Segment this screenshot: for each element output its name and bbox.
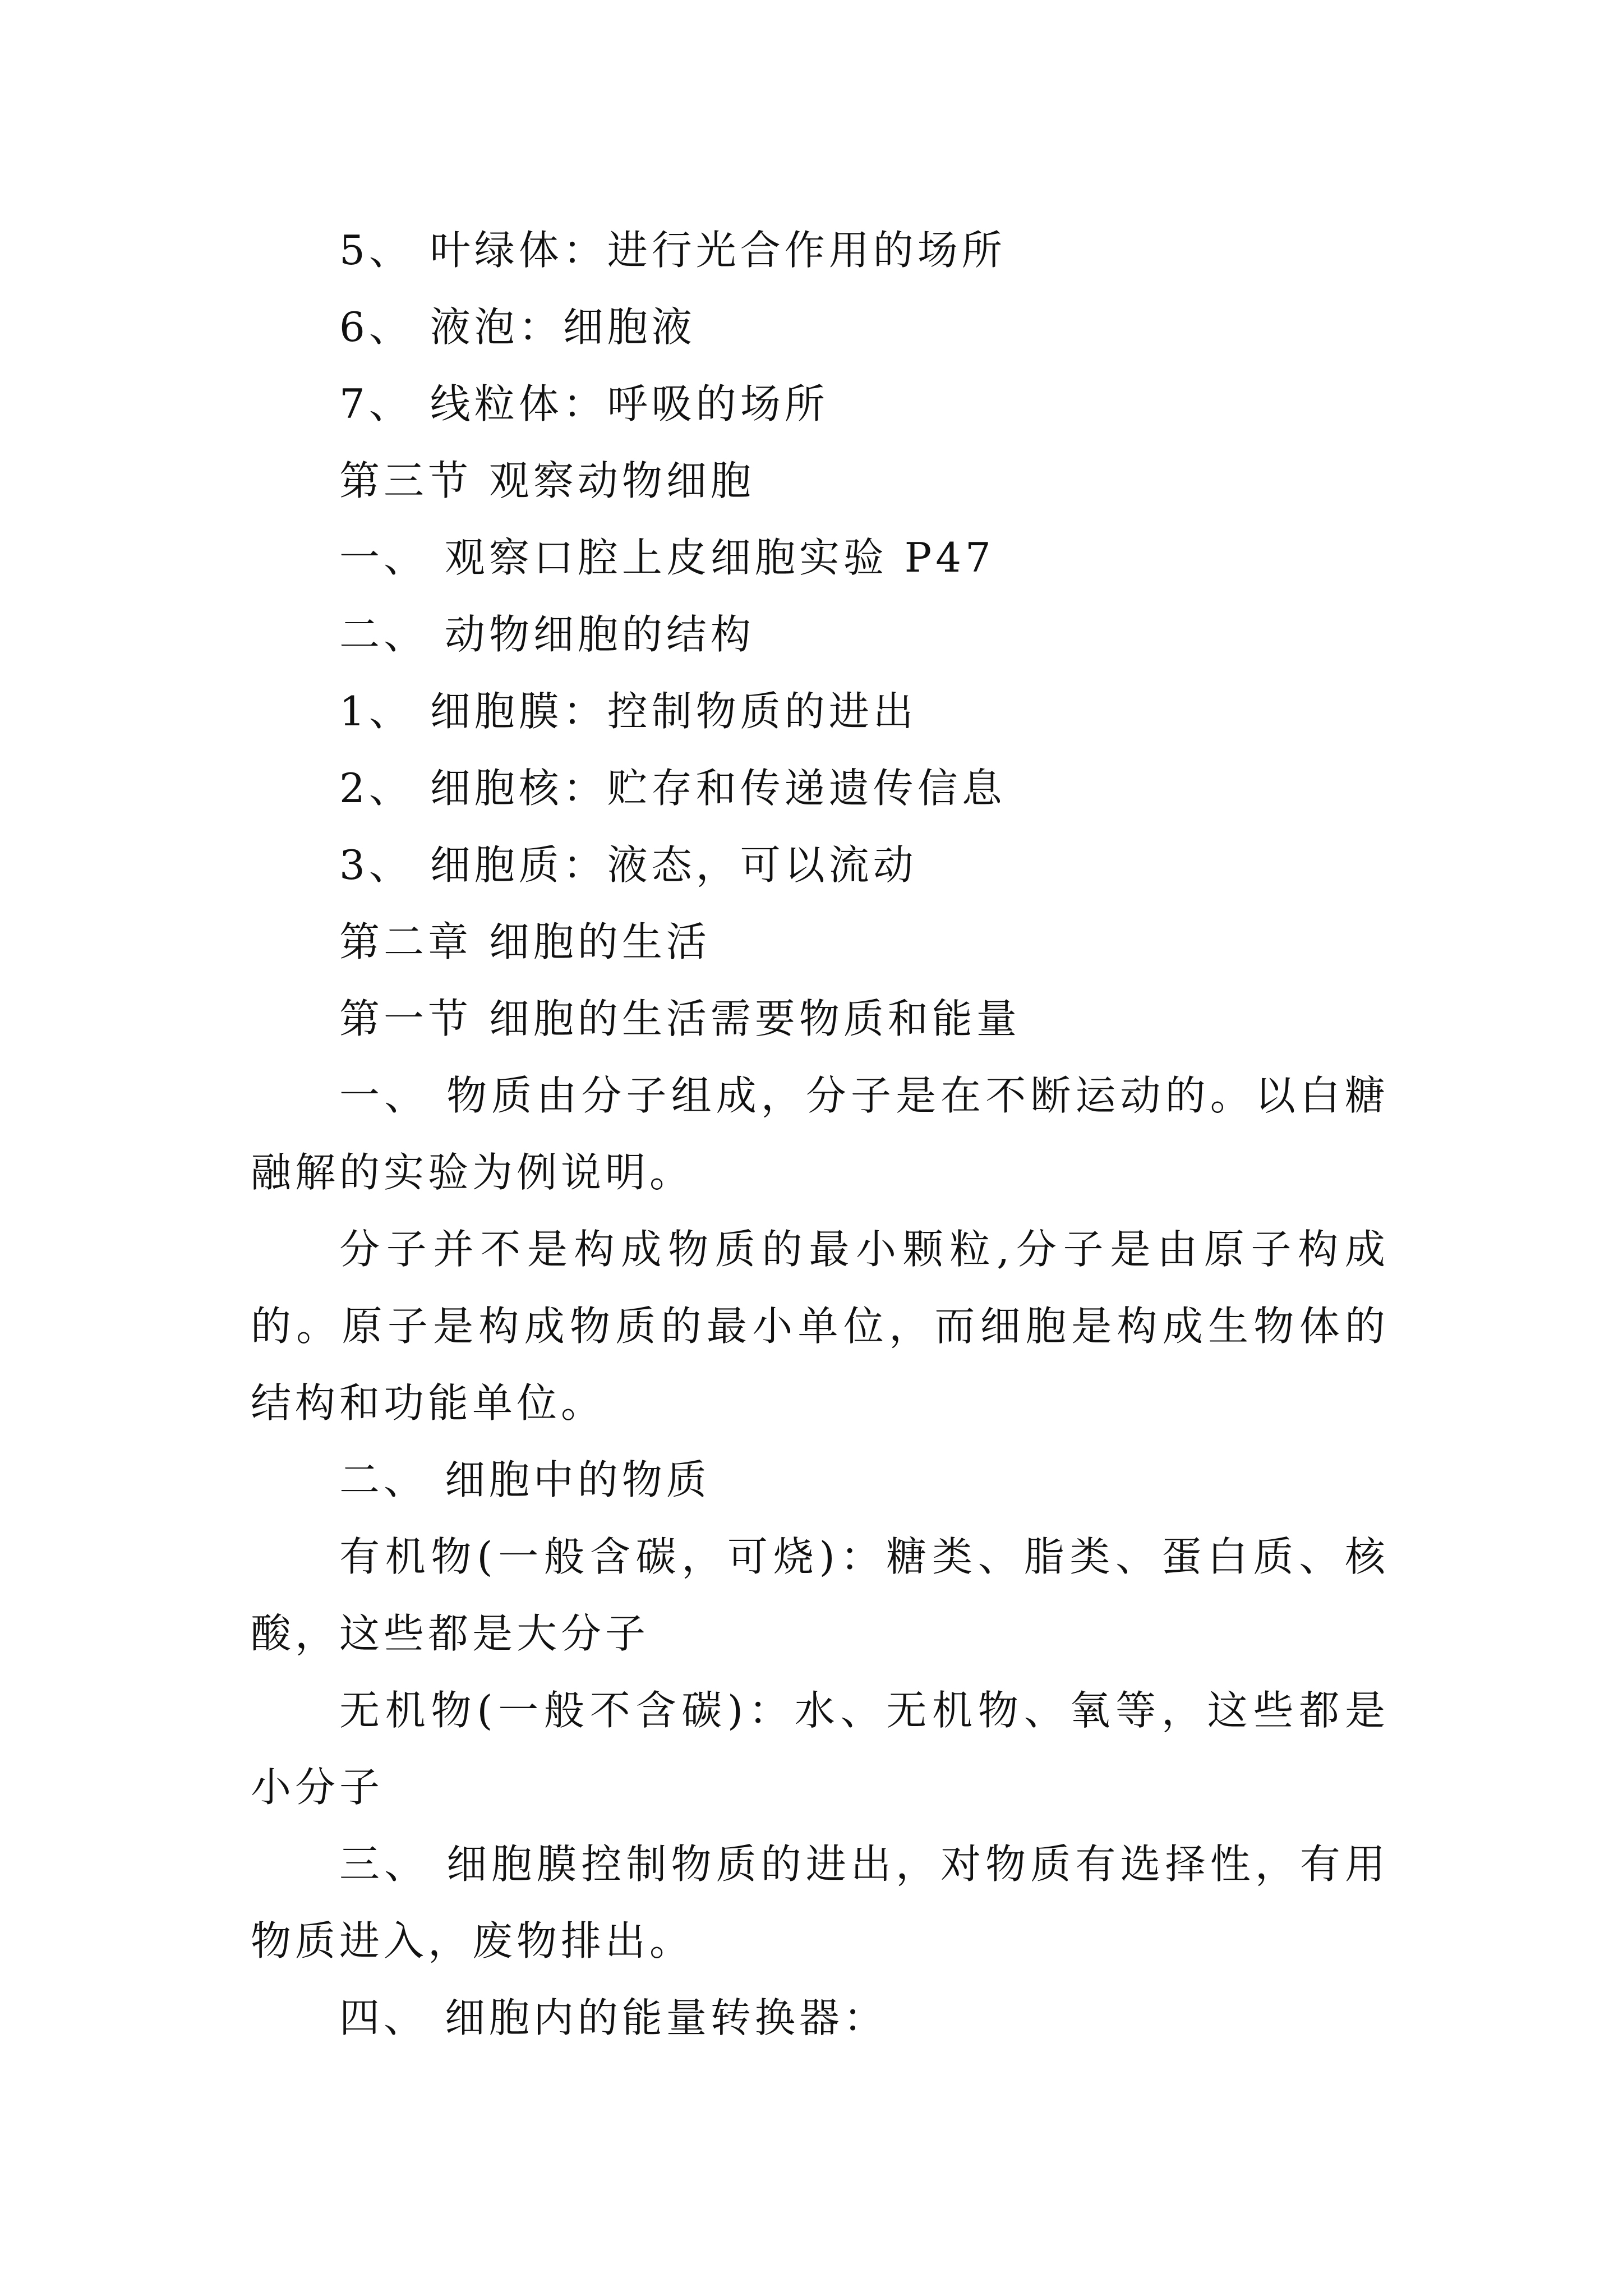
section-heading-observe-animal-cell: 第三节 观察动物细胞 — [339, 457, 755, 504]
paragraph-inorganic-matter: 无机物(一般不含碳)：水、无机物、氧等，这些都是小分子 — [251, 1687, 1389, 1811]
list-item-mitochondria: 7、 线粒体：呼吸的场所 — [339, 380, 829, 427]
paragraph-atoms: 分子并不是构成物质的最小颗粒,分子是由原子构成的。原子是构成物质的最小单位，而细胞是构成生物体的结构和功能单位。 — [251, 1226, 1389, 1427]
subheading-energy-converters: 四、 细胞内的能量转换器： — [339, 1994, 888, 2041]
list-item-nucleus: 2、 细胞核：贮存和传递遗传信息 — [339, 765, 1006, 812]
list-item-cytoplasm: 3、 细胞质：液态，可以流动 — [339, 841, 917, 889]
subheading-oral-epithelium-experiment: 一、 观察口腔上皮细胞实验 P47 — [339, 534, 995, 581]
chapter-heading-cell-life: 第二章 细胞的生活 — [339, 918, 711, 965]
subheading-animal-cell-structure: 二、 动物细胞的结构 — [339, 611, 755, 658]
list-item-chloroplast: 5、 叶绿体：进行光合作用的场所 — [339, 227, 1006, 274]
list-item-vacuole: 6、 液泡：细胞液 — [339, 303, 696, 351]
document-body — [251, 212, 1389, 2056]
paragraph-membrane-control: 三、 细胞膜控制物质的进出，对物质有选择性，有用物质进入，废物排出。 — [251, 1841, 1389, 1964]
paragraph-molecules: 一、 物质由分子组成，分子是在不断运动的。以白糖融解的实验为例说明。 — [251, 1072, 1389, 1196]
list-item-cell-membrane: 1、 细胞膜：控制物质的进出 — [339, 688, 917, 735]
subheading-substances-in-cell: 二、 细胞中的物质 — [339, 1456, 711, 1503]
paragraph-organic-matter: 有机物(一般含碳，可烧)：糖类、脂类、蛋白质、核酸，这些都是大分子 — [251, 1533, 1389, 1657]
section-heading-matter-and-energy: 第一节 细胞的生活需要物质和能量 — [339, 995, 1021, 1042]
